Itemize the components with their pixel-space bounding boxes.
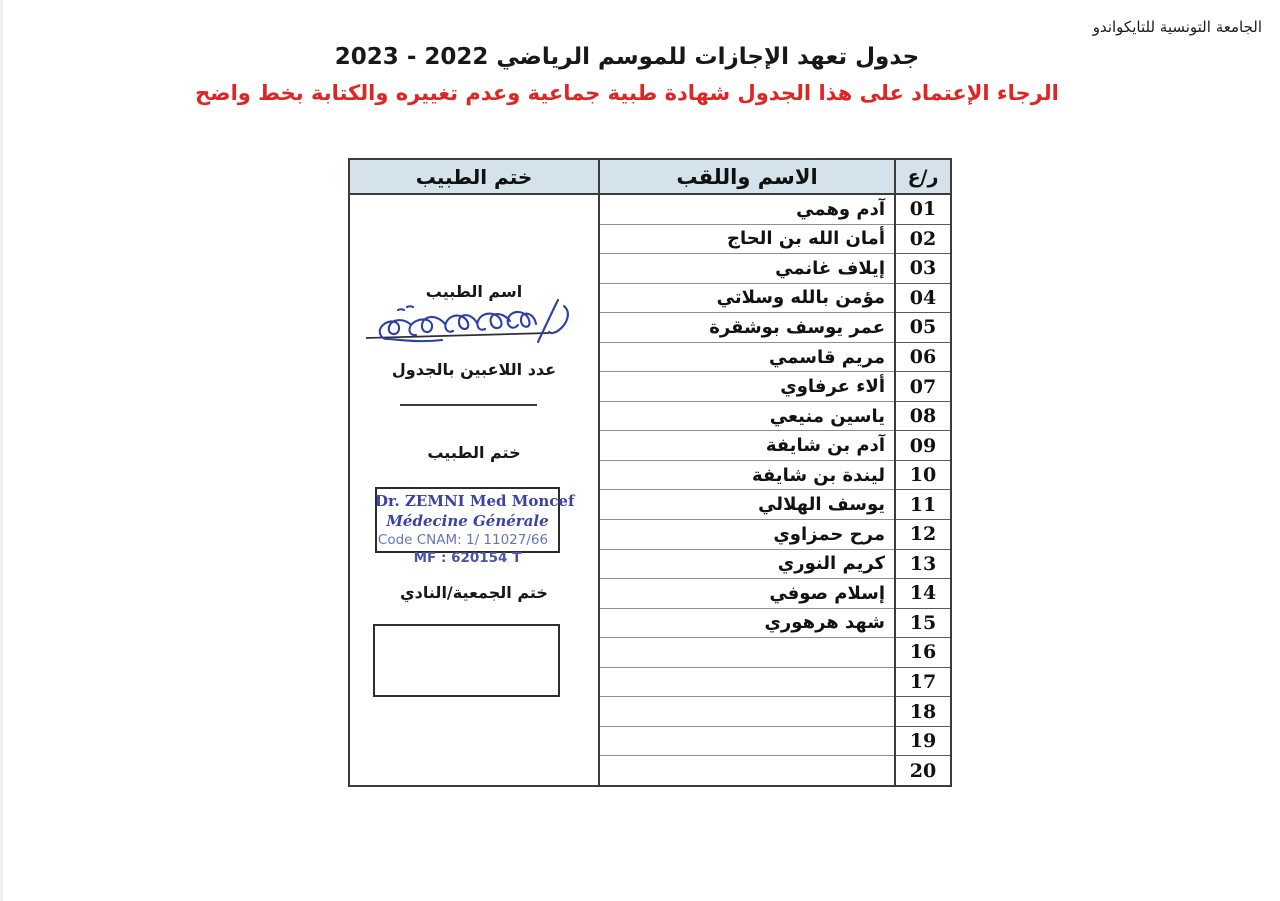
row-number: 16 <box>896 637 950 667</box>
doctor-stamp-panel <box>350 195 598 785</box>
player-name: أمان الله بن الحاج <box>600 224 894 254</box>
player-name: عمر يوسف بوشقرة <box>600 312 894 342</box>
row-number: 09 <box>896 430 950 460</box>
row-number: 08 <box>896 401 950 431</box>
column-doctor-stamp <box>350 160 598 785</box>
row-number: 14 <box>896 578 950 608</box>
row-number: 03 <box>896 253 950 283</box>
player-name <box>600 667 894 697</box>
page-title: جدول تعهد الإجازات للموسم الرياضي 2022 - 2023 <box>334 44 920 70</box>
org-name: الجامعة التونسية للتايكواندو <box>1092 18 1262 36</box>
player-name: آدم وهمي <box>796 198 885 220</box>
doctor-stamp-label: ختم الطبيب <box>427 443 521 462</box>
stamp-mf-code: MF : 620154 T <box>413 550 522 566</box>
doctor-name-label: اسم الطبيب <box>425 282 523 301</box>
row-number: 20 <box>896 755 950 785</box>
player-name <box>600 637 894 667</box>
row-number: 07 <box>896 371 950 401</box>
player-name <box>600 755 894 785</box>
club-stamp-box <box>373 624 560 697</box>
row-number: 04 <box>896 283 950 313</box>
players-count-label: عدد اللاعبين بالجدول <box>391 360 557 379</box>
player-name: مريم قاسمي <box>600 342 894 372</box>
row-number: 15 <box>896 608 950 638</box>
row-number: 17 <box>896 667 950 697</box>
header-doctor-stamp: ختم الطبيب <box>350 160 598 195</box>
row-number: 06 <box>896 342 950 372</box>
doctor-stamp-imprint <box>375 487 575 577</box>
player-name <box>600 696 894 726</box>
row-number: 11 <box>896 489 950 519</box>
row-number: 02 <box>896 224 950 254</box>
column-index <box>894 160 950 785</box>
player-name: ياسين منيعي <box>600 401 894 431</box>
player-name: شهد هرهوري <box>600 608 894 638</box>
player-name <box>600 726 894 756</box>
row-number: 19 <box>896 726 950 756</box>
player-name: آدم بن شايفة <box>600 430 894 460</box>
header-index: ر/ع <box>896 160 950 195</box>
row-number: 10 <box>896 460 950 490</box>
player-name: يوسف الهلالي <box>600 489 894 519</box>
doctor-signature <box>362 296 574 354</box>
club-stamp-label: ختم الجمعية/النادي <box>400 583 548 602</box>
licenses-table <box>348 158 952 787</box>
stamp-cnam-code: Code CNAM: 1/ 11027/66 <box>377 532 549 548</box>
stamp-specialty: Médecine Générale <box>386 512 549 530</box>
player-name: ألاء عرفاوي <box>600 371 894 401</box>
row-number: 13 <box>896 549 950 579</box>
row-number: 05 <box>896 312 950 342</box>
player-name: كريم النوري <box>600 549 894 579</box>
column-names <box>598 160 894 785</box>
header-name: الاسم واللقب <box>600 160 894 195</box>
row-number: 12 <box>896 519 950 549</box>
row-number: 18 <box>896 696 950 726</box>
page-subtitle: الرجاء الإعتماد على هذا الجدول شهادة طبية جماعية وعدم تغييره والكتابة بخط واضح <box>195 81 1059 105</box>
scan-edge-artifact <box>0 0 3 901</box>
player-name: إسلام صوفي <box>600 578 894 608</box>
player-name: إيلاف غانمي <box>600 253 894 283</box>
player-name: مؤمن بالله وسلاتي <box>600 283 894 313</box>
player-name: ليندة بن شايفة <box>600 460 894 490</box>
players-count-blank-line <box>400 404 537 406</box>
player-name: مرح حمزاوي <box>600 519 894 549</box>
row-number: 01 <box>909 198 937 221</box>
stamp-doctor-name: Dr. ZEMNI Med Moncef <box>375 492 575 510</box>
